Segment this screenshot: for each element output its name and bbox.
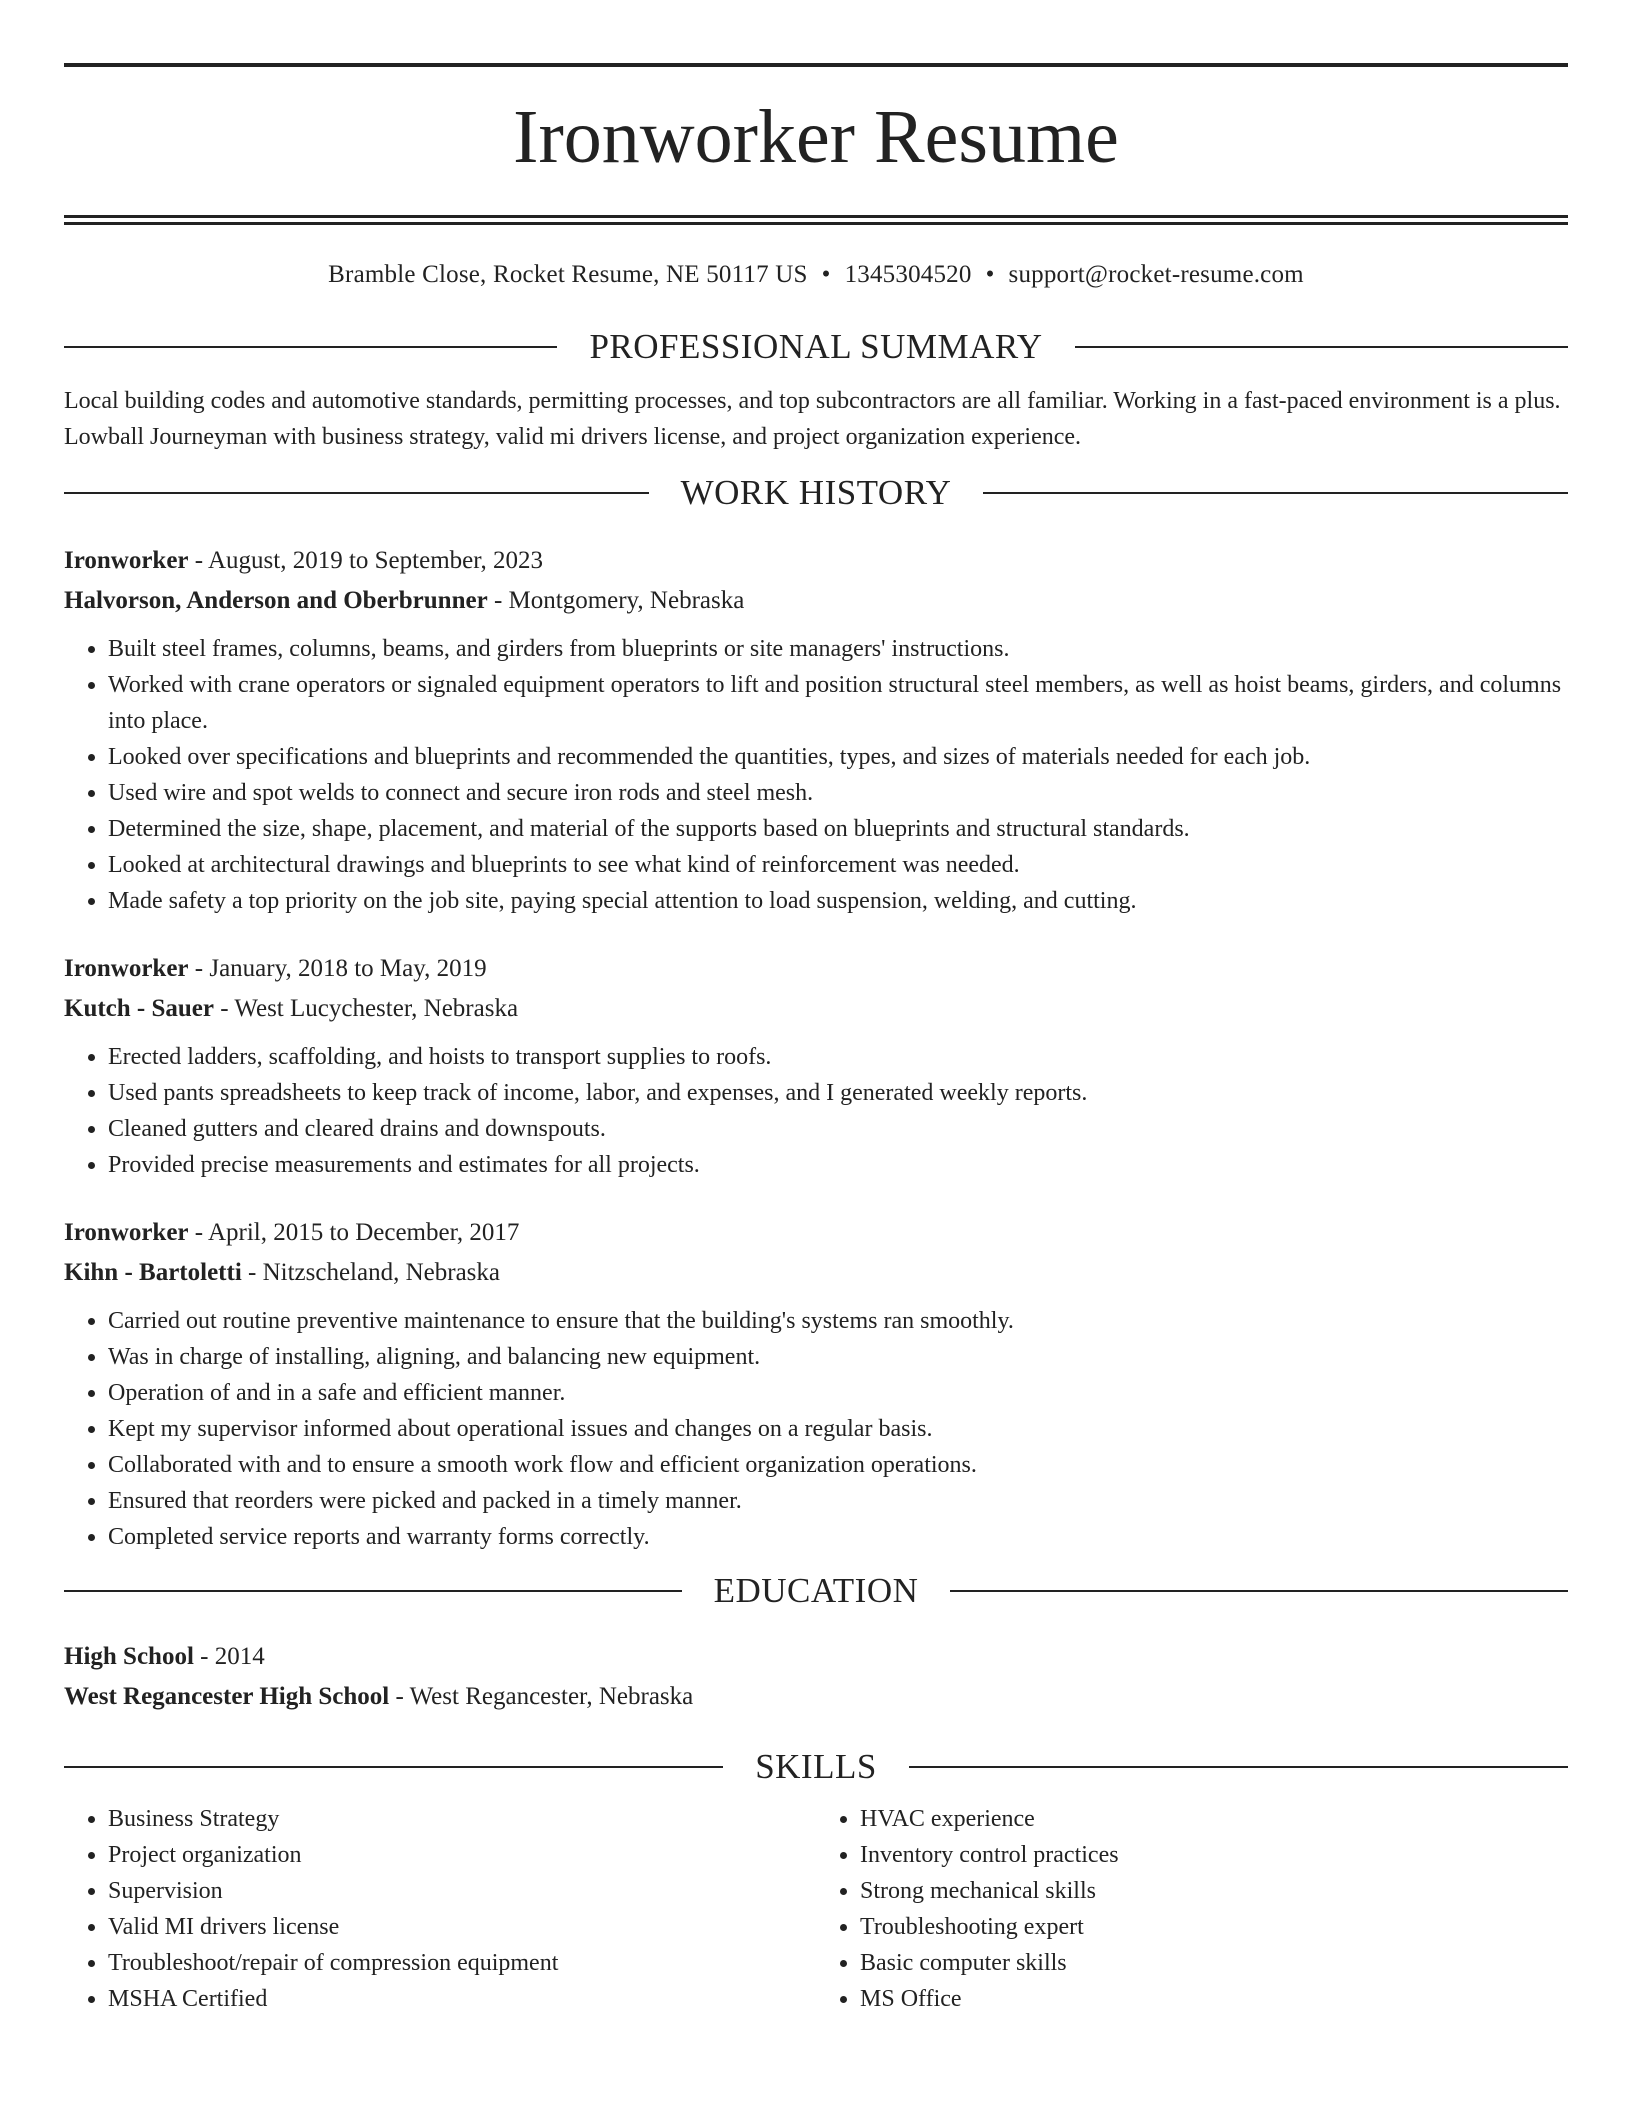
job-bullets: [64, 1039, 1568, 1183]
job-bullet: • Erected ladders, scaffolding, and hoists to transport supplies to roofs.: [108, 1039, 1568, 1075]
heading-rule: [983, 492, 1568, 494]
skill-item: • Troubleshoot/repair of compression equipment: [108, 1945, 816, 1981]
work-history-list: [64, 541, 1568, 1555]
skill-item: • Business Strategy: [108, 1801, 816, 1837]
skill-item: • Inventory control practices: [860, 1837, 1568, 1873]
job-bullet: • Completed service reports and warranty forms correctly.: [108, 1519, 1568, 1555]
job-bullet: • Operation of and in a safe and efficient manner.: [108, 1375, 1568, 1411]
title-double-rule: [64, 215, 1568, 225]
job-dates: - April, 2015 to December, 2017: [188, 1219, 520, 1246]
skill-item: • MS Office: [860, 1981, 1568, 2017]
job-company-line: [64, 989, 1568, 1029]
job-bullet: • Built steel frames, columns, beams, and girders from blueprints or site managers' instructions.: [108, 631, 1568, 667]
skills-column-left: [64, 1801, 816, 2017]
job-bullet: • Kept my supervisor informed about operational issues and changes on a regular basis.: [108, 1411, 1568, 1447]
job-bullet: • Determined the size, shape, placement, and material of the supports based on blueprints and structural standards.: [108, 811, 1568, 847]
professional-summary: Local building codes and automotive standards, permitting processes, and top subcontractors are all familiar. Working in a fast-paced environment is a plus. Lowball Journeyman with business strategy, valid mi drivers license, and project organization experience.: [64, 388, 1561, 450]
education-entry: [64, 1637, 1568, 1717]
job-entry: [64, 949, 1568, 1183]
contact-separator: •: [985, 261, 995, 288]
work-section-heading: [64, 469, 1568, 517]
job-title: Ironworker: [64, 955, 189, 982]
job-bullet: • Cleaned gutters and cleared drains and downspouts.: [108, 1111, 1568, 1147]
education-heading-text: EDUCATION: [713, 1571, 919, 1610]
job-title-line: [64, 541, 1568, 581]
skill-item: • MSHA Certified: [108, 1981, 816, 2017]
education-school: West Regancester High School: [64, 1683, 390, 1710]
job-location: - Montgomery, Nebraska: [487, 587, 745, 614]
skills-list: [64, 1801, 1568, 2017]
job-dates: - January, 2018 to May, 2019: [188, 955, 487, 982]
resume-page: [64, 0, 1568, 2017]
job-bullet: • Looked over specifications and blueprints and recommended the quantities, types, and sizes of materials needed for each job.: [108, 739, 1568, 775]
education-degree: High School: [64, 1643, 194, 1670]
education-degree-line: [64, 1637, 1568, 1677]
heading-rule: [950, 1590, 1568, 1592]
heading-rule: [909, 1766, 1568, 1768]
job-bullet: • Worked with crane operators or signaled equipment operators to lift and position structural steel members, as well as hoist beams, girders, and columns into place.: [108, 667, 1568, 739]
job-company-line: [64, 1253, 1568, 1293]
heading-rule: [64, 492, 649, 494]
skill-item: • Supervision: [108, 1873, 816, 1909]
heading-rule: [64, 1590, 682, 1592]
job-bullet: • Used pants spreadsheets to keep track of income, labor, and expenses, and I generated weekly reports.: [108, 1075, 1568, 1111]
heading-rule: [64, 1766, 723, 1768]
job-company-line: [64, 581, 1568, 621]
job-bullet: • Provided precise measurements and estimates for all projects.: [108, 1147, 1568, 1183]
job-bullet: • Collaborated with and to ensure a smooth work flow and efficient organization operations.: [108, 1447, 1568, 1483]
summary-heading-text: PROFESSIONAL SUMMARY: [589, 327, 1043, 366]
heading-rule: [64, 346, 557, 348]
contact-address: Bramble Close, Rocket Resume, NE 50117 US: [328, 261, 808, 288]
resume-title: Ironworker Resume: [513, 95, 1119, 179]
education-year: - 2014: [193, 1643, 265, 1670]
job-bullets: [64, 1303, 1568, 1555]
contact-separator: •: [821, 261, 831, 288]
skill-item: • Troubleshooting expert: [860, 1909, 1568, 1945]
education-location: - West Regancester, Nebraska: [389, 1683, 694, 1710]
job-bullet: • Carried out routine preventive maintenance to ensure that the building's systems ran smoothly.: [108, 1303, 1568, 1339]
job-bullet: • Looked at architectural drawings and blueprints to see what kind of reinforcement was needed.: [108, 847, 1568, 883]
work-heading-text: WORK HISTORY: [680, 473, 952, 512]
job-bullet: • Made safety a top priority on the job site, paying special attention to load suspension, welding, and cutting.: [108, 883, 1568, 919]
job-location: - West Lucychester, Nebraska: [214, 995, 519, 1022]
job-dates: - August, 2019 to September, 2023: [188, 547, 544, 574]
skill-item: • Valid MI drivers license: [108, 1909, 816, 1945]
skills-section-heading: [64, 1743, 1568, 1791]
job-entry: [64, 541, 1568, 919]
skill-item: • Strong mechanical skills: [860, 1873, 1568, 1909]
heading-rule: [1075, 346, 1568, 348]
top-rule: [64, 63, 1568, 67]
education-section-heading: [64, 1567, 1568, 1615]
job-company: Kutch - Sauer: [64, 995, 214, 1022]
job-title-line: [64, 949, 1568, 989]
skills-heading-text: SKILLS: [755, 1747, 877, 1786]
education-school-line: [64, 1677, 1568, 1717]
job-title-line: [64, 1213, 1568, 1253]
contact-line: [64, 261, 1568, 289]
skill-item: • Project organization: [108, 1837, 816, 1873]
job-bullets: [64, 631, 1568, 919]
job-company: Kihn - Bartoletti: [64, 1259, 242, 1286]
job-company: Halvorson, Anderson and Oberbrunner: [64, 587, 488, 614]
skills-column-right: [816, 1801, 1568, 2017]
skill-item: • HVAC experience: [860, 1801, 1568, 1837]
job-bullet: • Ensured that reorders were picked and packed in a timely manner.: [108, 1483, 1568, 1519]
job-bullet: • Used wire and spot welds to connect and secure iron rods and steel mesh.: [108, 775, 1568, 811]
summary-section-heading: [64, 323, 1568, 371]
job-title: Ironworker: [64, 1219, 189, 1246]
contact-phone: 1345304520: [844, 261, 972, 288]
job-location: - Nitzscheland, Nebraska: [241, 1259, 500, 1286]
job-title: Ironworker: [64, 547, 189, 574]
job-entry: [64, 1213, 1568, 1555]
skill-item: • Basic computer skills: [860, 1945, 1568, 1981]
contact-email: support@rocket-resume.com: [1008, 261, 1304, 288]
job-bullet: • Was in charge of installing, aligning, and balancing new equipment.: [108, 1339, 1568, 1375]
